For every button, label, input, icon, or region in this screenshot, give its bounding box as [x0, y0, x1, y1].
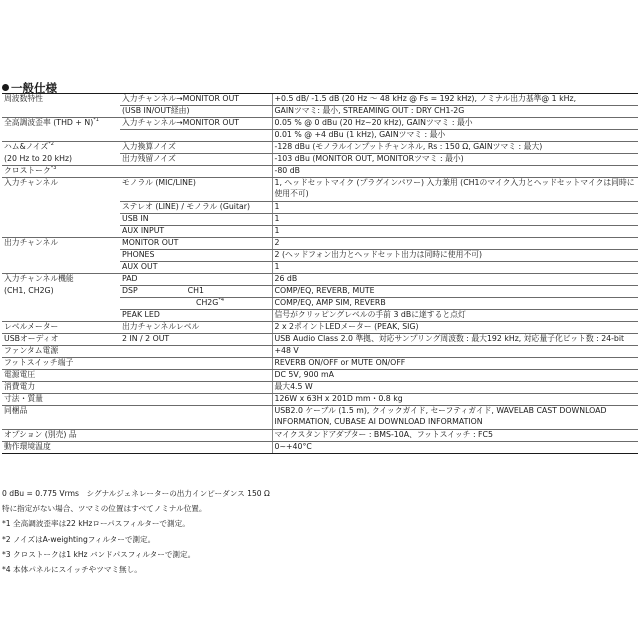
spec-condition: [120, 262, 272, 274]
spec-item-label: [2, 394, 120, 406]
spec-row: [2, 202, 638, 214]
spec-condition: [120, 238, 272, 250]
spec-value-text: 1: [274, 202, 280, 211]
spec-row: [2, 370, 638, 382]
spec-row: [2, 262, 638, 274]
spec-item-label: [2, 238, 120, 250]
spec-value: [272, 430, 638, 442]
footnote-ref: *3: [50, 165, 57, 171]
footnote-line: *3 クロストークは1 kHz バンドパスフィルターで測定。: [2, 549, 196, 559]
spec-item-label: [2, 358, 120, 370]
spec-subcondition-text: CH2G: [196, 298, 219, 307]
spec-item-text: レベルメーター: [4, 322, 59, 331]
spec-value: [272, 382, 638, 394]
spec-condition: [120, 322, 272, 334]
spec-condition-text: 入力チャンネル→MONITOR OUT: [122, 94, 240, 103]
spec-row: [2, 334, 638, 346]
spec-value-text: 1: [274, 226, 280, 235]
spec-condition-text: (USB IN/OUT経由): [122, 106, 190, 115]
spec-item-label: [2, 298, 120, 310]
spec-item-label: [2, 202, 120, 214]
spec-item-text: フットスイッチ端子: [4, 358, 74, 367]
spec-row: [2, 238, 638, 250]
spec-condition: [120, 334, 272, 346]
spec-item-text: USBオーディオ: [4, 334, 59, 343]
spec-item-label: [2, 346, 120, 358]
spec-item-label: [2, 178, 120, 202]
spec-value: [272, 346, 638, 358]
spec-value-text: 1: [274, 262, 280, 271]
spec-condition: [120, 166, 272, 178]
spec-value: [272, 370, 638, 382]
footnote-line: 特に指定がない場合、ツマミの位置はすべてノミナル位置。: [2, 504, 207, 514]
spec-row: [2, 310, 638, 322]
spec-item-text: 入力チャンネル機能: [4, 274, 74, 283]
spec-condition: [120, 382, 272, 394]
spec-value: [272, 118, 638, 130]
spec-item-label: [2, 286, 120, 298]
spec-item-label: [2, 130, 120, 142]
spec-condition: [120, 442, 272, 454]
spec-item-label: [2, 310, 120, 322]
spec-item-label: [2, 94, 120, 106]
spec-value: [272, 334, 638, 346]
spec-value-text: +0.5 dB/ -1.5 dB (20 Hz ～ 48 kHz @ Fs = 192 kHz), ノミナル出力基準@ 1 kHz,: [274, 94, 577, 103]
spec-item-label: [2, 226, 120, 238]
spec-row: [2, 154, 638, 166]
spec-item-text: 電源電圧: [4, 370, 36, 379]
spec-item-label: [2, 370, 120, 382]
spec-value: [272, 202, 638, 214]
spec-value-text: 0.05 % @ 0 dBu (20 Hz~20 kHz), GAINツマミ : 最小: [274, 118, 473, 127]
spec-value-text: COMP/EQ, AMP SIM, REVERB: [274, 298, 386, 307]
spec-condition: [120, 202, 272, 214]
footnotes: [2, 486, 638, 577]
spec-value: [272, 298, 638, 310]
spec-condition-text: 入力チャンネル→MONITOR OUT: [122, 118, 240, 127]
spec-value: [272, 394, 638, 406]
spec-row: [2, 226, 638, 238]
spec-item-label: [2, 442, 120, 454]
spec-row: [2, 94, 638, 106]
spec-value: [272, 154, 638, 166]
spec-subcondition-text: CH1: [187, 286, 204, 295]
spec-item-label: [2, 142, 120, 154]
spec-value: [272, 130, 638, 142]
spec-row: [2, 142, 638, 154]
footnote-ref: *4: [218, 297, 224, 303]
spec-row: [2, 382, 638, 394]
spec-item-text: 消費電力: [4, 382, 36, 391]
spec-condition: [120, 250, 272, 262]
spec-value: [272, 166, 638, 178]
spec-item-text: ハム&ノイズ: [4, 142, 49, 151]
spec-condition-text: AUX OUT: [122, 262, 158, 271]
spec-condition-text: 2 IN / 2 OUT: [122, 334, 170, 343]
spec-value-text: 0~+40°C: [274, 442, 312, 451]
spec-value: [272, 214, 638, 226]
spec-condition: [120, 106, 272, 118]
spec-value: [272, 106, 638, 118]
spec-condition-text: USB IN: [122, 214, 149, 223]
spec-value-text: +48 V: [274, 346, 299, 355]
spec-value-text: 0.01 % @ +4 dBu (1 kHz), GAINツマミ : 最小: [274, 130, 446, 139]
spec-condition-text: PHONES: [122, 250, 155, 259]
spec-value-text: COMP/EQ, REVERB, MUTE: [274, 286, 375, 295]
spec-item-text: ファンタム電源: [4, 346, 59, 355]
footnote-ref: *1: [93, 117, 99, 123]
spec-value: [272, 406, 638, 430]
spec-condition: [120, 142, 272, 154]
spec-item-text: クロストーク: [4, 166, 51, 175]
spec-condition-text: MONITOR OUT: [122, 238, 179, 247]
spec-value-text: 1, ヘッドセットマイク (プラグインパワー) 入力兼用 (CH1のマイク入力とヘッドセットマイクは同時に使用不可): [274, 178, 635, 198]
spec-value: [272, 226, 638, 238]
spec-value-text: 126W x 63H x 201D mm・0.8 kg: [274, 394, 403, 403]
spec-value: [272, 442, 638, 454]
spec-condition-text: モノラル (MIC/LINE): [122, 178, 196, 187]
spec-item-text: 同梱品: [4, 406, 28, 415]
spec-value-text: REVERB ON/OFF or MUTE ON/OFF: [274, 358, 406, 367]
spec-value-text: -103 dBu (MONITOR OUT, MONITORツマミ : 最小): [274, 154, 464, 163]
spec-value: [272, 286, 638, 298]
spec-row: [2, 274, 638, 286]
spec-item-label: [2, 406, 120, 430]
spec-value-text: 信号がクリッピングレベルの手前 3 dBに達すると点灯: [274, 310, 466, 319]
spec-item-label: [2, 322, 120, 334]
spec-value-text: USB2.0 ケーブル (1.5 m), クイックガイド, セーフティガイド, WAVELAB CAST DOWNLOAD INFORMATION, CUBASE AI DOWNLOAD INFORMATION: [274, 406, 607, 426]
spec-value: [272, 94, 638, 106]
spec-item-label: [2, 334, 120, 346]
spec-item-text: 全高調波歪率 (THD + N): [4, 118, 94, 127]
spec-item-label: [2, 262, 120, 274]
spec-condition: [120, 118, 272, 130]
spec-row: [2, 346, 638, 358]
spec-item-label: [2, 106, 120, 118]
spec-value: [272, 310, 638, 322]
bullet-icon: [2, 84, 9, 91]
spec-row: [2, 214, 638, 226]
spec-value-text: マイクスタンドアダプター : BMS-10A、フットスイッチ : FC5: [274, 430, 493, 439]
spec-item-label: [2, 118, 120, 130]
spec-row: [2, 430, 638, 442]
spec-value: [272, 238, 638, 250]
spec-item-text: オプション (別売) 品: [4, 430, 77, 439]
footnote-line: *1 全高調波歪率は22 kHzローパスフィルターで測定。: [2, 519, 190, 529]
spec-condition-text: 出力チャンネルレベル: [122, 322, 200, 331]
spec-value-text: 最大4.5 W: [274, 382, 313, 391]
spec-row: [2, 130, 638, 142]
spec-condition-text: ステレオ (LINE) / モノラル (Guitar): [122, 202, 251, 211]
spec-condition: [120, 214, 272, 226]
spec-value-text: 2: [274, 238, 280, 247]
spec-value-text: 2 (ヘッドフォン出力とヘッドセット出力は同時に使用不可): [274, 250, 483, 259]
spec-item-text: (20 Hz to 20 kHz): [4, 153, 73, 163]
spec-item-text: 動作環境温度: [4, 442, 51, 451]
spec-item-label: [2, 166, 120, 178]
spec-condition-text: PEAK LED: [122, 310, 160, 319]
spec-value: [272, 178, 638, 202]
footnote-ref: *2: [48, 141, 54, 147]
spec-table: [2, 93, 638, 454]
spec-row: [2, 286, 638, 298]
spec-condition: [120, 298, 272, 310]
spec-value-text: USB Audio Class 2.0 準拠、対応サンプリング周波数 : 最大192 kHz, 対応量子化ビット数 : 24-bit: [274, 334, 625, 343]
spec-row: [2, 394, 638, 406]
spec-condition: [120, 370, 272, 382]
spec-condition: [120, 394, 272, 406]
spec-condition: [120, 154, 272, 166]
spec-value-text: GAINツマミ: 最小, STREAMING OUT : DRY CH1-2G: [274, 106, 465, 115]
spec-condition: [120, 226, 272, 238]
spec-value: [272, 274, 638, 286]
spec-condition-text: 入力換算ノイズ: [122, 142, 176, 151]
spec-condition-text: PAD: [122, 274, 138, 283]
spec-item-label: [2, 154, 120, 166]
spec-condition: [120, 430, 272, 442]
spec-row: [2, 118, 638, 130]
spec-item-text: 寸法・質量: [4, 394, 43, 403]
spec-condition-text: DSP: [122, 286, 138, 295]
spec-item-text: 入力チャンネル: [4, 178, 59, 187]
spec-condition: [120, 130, 272, 142]
spec-condition-text: 出力残留ノイズ: [122, 154, 176, 163]
spec-condition: [120, 274, 272, 286]
spec-row: [2, 250, 638, 262]
spec-row: [2, 178, 638, 202]
section-heading-text: 一般仕様: [11, 81, 57, 95]
spec-item-label: [2, 274, 120, 286]
spec-condition: [120, 286, 272, 298]
spec-value: [272, 262, 638, 274]
spec-value-text: 26 dB: [274, 274, 298, 283]
spec-row: [2, 358, 638, 370]
spec-condition: [120, 406, 272, 430]
spec-item-text: 出力チャンネル: [4, 238, 59, 247]
spec-row: [2, 106, 638, 118]
spec-item-label: [2, 382, 120, 394]
spec-value: [272, 322, 638, 334]
spec-value-text: 2 x 2ポイントLEDメーター (PEAK, SIG): [274, 322, 419, 331]
spec-value: [272, 250, 638, 262]
spec-condition: [120, 178, 272, 202]
spec-row: [2, 442, 638, 454]
spec-row: [2, 406, 638, 430]
spec-row: [2, 322, 638, 334]
spec-condition: [120, 358, 272, 370]
spec-value-text: DC 5V, 900 mA: [274, 370, 334, 379]
spec-condition: [120, 346, 272, 358]
spec-condition: [120, 94, 272, 106]
spec-row: [2, 166, 638, 178]
spec-item-label: [2, 214, 120, 226]
spec-value-text: -80 dB: [274, 166, 301, 175]
spec-item-text: 周波数特性: [4, 94, 43, 103]
spec-value: [272, 142, 638, 154]
spec-item-label: [2, 430, 120, 442]
spec-value: [272, 358, 638, 370]
spec-item-label: [2, 250, 120, 262]
footnote-line: *4 本体パネルにスイッチやツマミ無し。: [2, 565, 142, 575]
spec-condition: [120, 310, 272, 322]
footnote-line: *2 ノイズはA-weightingフィルターで測定。: [2, 534, 156, 544]
spec-row: [2, 298, 638, 310]
spec-value-text: 1: [274, 214, 280, 223]
spec-value-text: -128 dBu (モノラルインプットチャンネル, Rs : 150 Ω, GAINツマミ : 最大): [274, 142, 543, 151]
spec-condition-text: AUX INPUT: [122, 226, 165, 235]
footnote-line: 0 dBu = 0.775 Vrms シグナルジェネレーターの出力インピーダンス 150 Ω: [2, 489, 270, 498]
spec-item-text: (CH1, CH2G): [4, 285, 54, 295]
